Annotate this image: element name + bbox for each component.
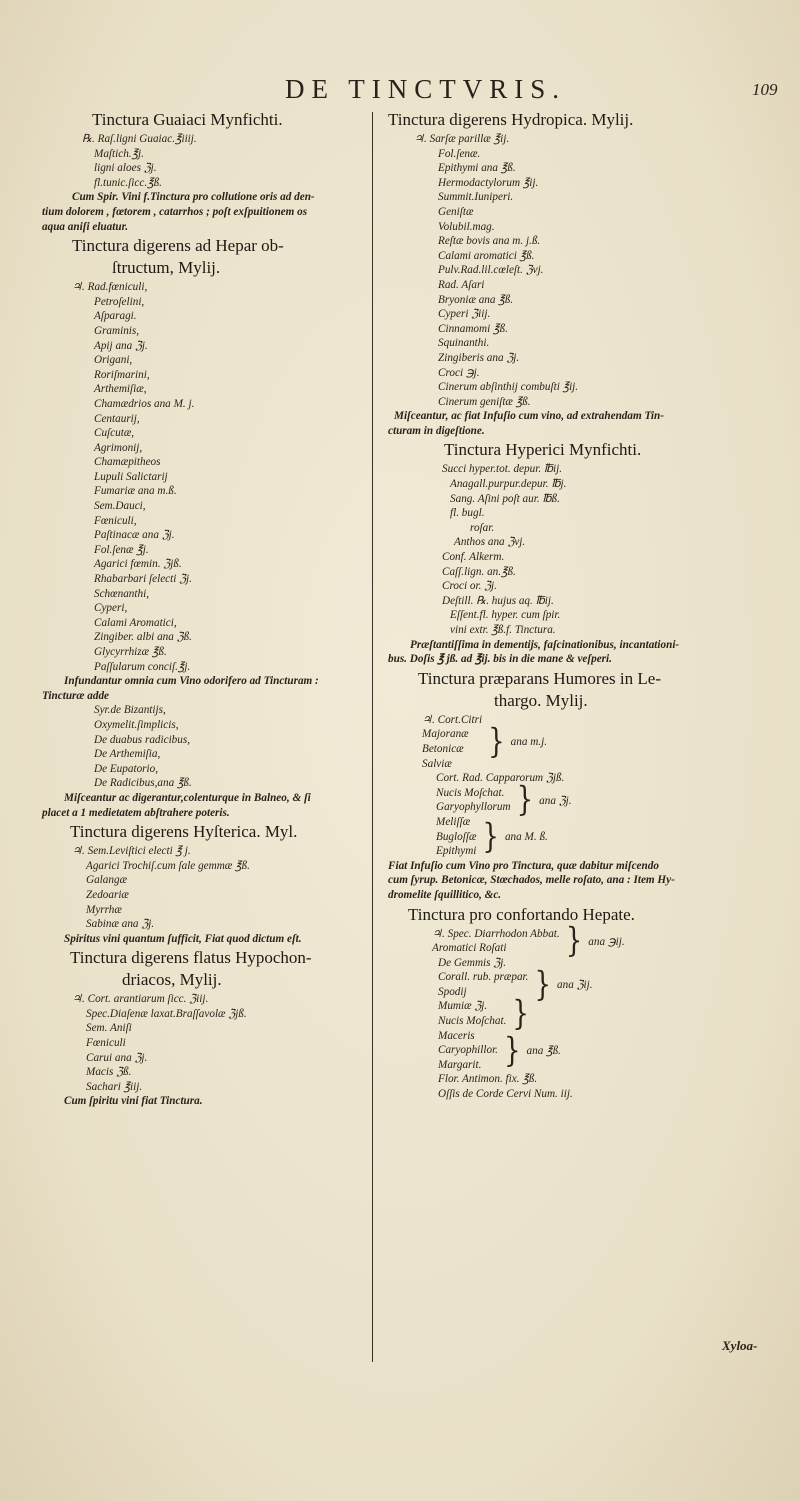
ingredient-line: De Gemmis ℨj. [438, 956, 507, 969]
ingredient-line: ♃. Spec. Diarrhodon Abbat. [432, 927, 560, 940]
ingredient-line: Caryophillor. [438, 1044, 498, 1057]
ingredient-line: Graminis, [94, 324, 140, 337]
instruction-text: placet a 1 medietatem abſtrahere poteris. [42, 806, 230, 819]
instruction-text: Cum Spir. Vini f.Tinctura pro collutione oris ad den- [72, 191, 315, 204]
ingredient-line: Spodij [438, 985, 467, 998]
instruction-text: Præſtantiſſima in dementijs, faſcinationibus, incantationi- [410, 638, 680, 651]
ingredient-line: Sem.Dauci, [94, 500, 146, 513]
ingredient-line: Flor. Antimon. fix. ℥ß. [438, 1073, 538, 1086]
brace-mark: } [482, 817, 499, 857]
ingredient-group-items [422, 713, 482, 771]
ingredient-line: Pulv.Rad.lil.cœleſt. ℨvj. [438, 264, 544, 277]
ingredient-line: Oxymelit.ſimplicis, [94, 718, 179, 731]
ingredient-line: fl.tunic.ſicc.℥ß. [94, 176, 162, 189]
ingredient-group [388, 994, 756, 1034]
ingredient-line: Cyperi, [94, 602, 128, 615]
ingredient-line: Roriſmarini, [94, 368, 150, 381]
ingredient-line: Cinnamomi ℥ß. [438, 322, 508, 335]
ingredient-line: Majoranæ [422, 728, 469, 741]
ingredient-line: ♃. Cort. arantiarum ſicc. ℨiij. [72, 993, 209, 1006]
instruction-text: Spiritus vini quantum ſufficit, Fiat quod dictum eſt. [64, 932, 302, 945]
ingredient-line: Zingiber. albi ana ℨß. [94, 631, 192, 644]
ingredient-line: Agarici fœmin. ℨjß. [94, 558, 182, 571]
ingredient-line: Margarit. [438, 1058, 482, 1071]
ingredient-group [388, 815, 756, 859]
catchword: Xyloa- [722, 1338, 758, 1353]
ingredient-line: De Eupatorio, [94, 762, 159, 775]
ingredient-line: Croci or. ℨj. [442, 580, 497, 593]
ingredient-line: Epithymi ana ℥ß. [438, 162, 516, 175]
ingredient-line: Maceris [438, 1029, 475, 1042]
instruction-text: Miſceantur ac digerantur,colenturque in Balneo, & ſi [64, 791, 311, 804]
brace-mark: } [503, 1031, 521, 1071]
ingredient-group-items [432, 927, 560, 956]
ingredient-line: Fœniculi [86, 1037, 126, 1050]
instruction-text: tium dolorem , fœtorem , catarrhos ; poſt exſpuitionem os [42, 205, 308, 218]
ingredient-line: Fœniculi, [94, 514, 137, 527]
ingredient-line: Salviæ [422, 757, 452, 770]
ingredient-line: Epithymi [436, 845, 477, 858]
ingredient-line: Schœnanthi, [94, 587, 150, 600]
ingredient-line: Lupuli Salictarij [94, 470, 168, 483]
instruction-text: Infundantur omnia cum Vino odorifero ad Tincturam : [64, 675, 319, 688]
ingredient-line: Centaurij, [94, 412, 140, 425]
running-head: DE TINCTVRIS. [285, 74, 567, 104]
ingredient-line: Cinerum geniſtæ ℥ß. [438, 395, 531, 408]
ingredient-line: ♃. Rad.fœniculi, [72, 281, 148, 294]
ingredient-line: Agrimonij, [94, 441, 143, 454]
recipe-title: Tinctura pro confortando Hepate. [408, 904, 635, 924]
page-header [0, 74, 800, 108]
ingredient-group-items [438, 1029, 498, 1073]
ingredient-group [388, 1029, 756, 1073]
ingredient-line: Bugloſſæ [436, 830, 477, 843]
ingredient-line: Agarici Trochiſ.cum ſale gemmæ ℥ß. [86, 859, 250, 872]
ingredient-line: De Arthemiſia, [94, 748, 161, 761]
ingredient-line: Chamæpitheos [94, 456, 161, 469]
ingredient-line: Nucis Moſchat. [436, 786, 505, 799]
ingredient-line: Fol.ſenæ. [438, 147, 481, 160]
ingredient-group-items [438, 999, 506, 1028]
ingredient-line: Garyophyllorum [436, 801, 511, 814]
ingredient-line: ♃. Cort.Citri [422, 713, 483, 726]
ingredient-group [388, 965, 756, 1005]
ingredient-line: Origani, [94, 354, 133, 367]
ingredient-line: Reſtæ bovis ana m. j.ß. [438, 235, 541, 248]
ingredient-line: ♃. Sem.Leviſtici electi ℥ j. [72, 845, 191, 858]
ingredient-line: Anthos ana ℨvj. [454, 536, 526, 549]
ingredient-line: Rad. Aſari [438, 278, 485, 291]
ingredient-line: Rhabarbari ſelecti ℨj. [94, 573, 192, 586]
ingredient-dose: ana ℨij. [557, 979, 593, 992]
ingredient-dose: ana m.j. [510, 735, 547, 748]
ingredient-line: vini extr. ℥ß.f. Tinctura. [450, 624, 556, 636]
ingredient-group [388, 780, 756, 820]
instruction-text: aqua aniſi eluatur. [42, 220, 129, 233]
recipe-title: Tinctura digerens flatus Hypochon- [70, 948, 312, 968]
recipe-title: Tinctura Hyperici Mynfichti. [444, 440, 642, 460]
ingredient-line: fl. bugl. [450, 507, 485, 520]
ingredient-line: Nucis Moſchat. [438, 1015, 507, 1028]
instruction-text: Tincturæ adde [42, 689, 110, 702]
ingredient-line: Conf. Alkerm. [442, 551, 505, 564]
ingredient-line: Corall. rub. præpar. [438, 971, 529, 984]
ingredient-line: Calami Aromatici, [94, 616, 177, 629]
ingredient-line: Succi hyper.tot. depur. ℔ij. [442, 463, 563, 476]
ingredient-line: Glycyrrhizæ ℥ß. [94, 646, 167, 658]
right-column [388, 108, 756, 1102]
instruction-text: Miſceantur, ac fiat Infuſio cum vino, ad extrahendam Tin- [394, 410, 664, 423]
ingredient-line: Summit.Iuniperi. [438, 191, 514, 204]
ingredient-group-items [436, 815, 476, 859]
page-number: 109 [752, 80, 778, 99]
ingredient-line: Croci ℈j. [438, 366, 480, 379]
ingredient-line: Eſſent.fl. hyper. cum ſpir. [450, 609, 561, 622]
ingredient-line: Aſparagi. [94, 310, 137, 323]
ingredient-dose: ana ℥ß. [526, 1045, 561, 1058]
brace-mark: } [534, 965, 552, 1005]
ingredient-line: Geniſtæ [438, 205, 474, 218]
instruction-text: bus. Doſis ℥ jß. ad ℥ij. bis in die mane & veſperi. [388, 653, 612, 666]
ingredient-line: Fumariæ ana m.ß. [94, 485, 177, 498]
ingredient-line: Cort. Rad. Capparorum ℨjß. [436, 772, 565, 785]
ingredient-line: Maſtich.℥j. [94, 147, 144, 160]
ingredient-line: Cuſcutæ, [94, 427, 135, 440]
ingredient-line: De duabus radicibus, [94, 733, 191, 746]
ingredient-group-items [436, 786, 511, 815]
recipe-title: thargo. Mylij. [494, 690, 588, 710]
ingredient-group [388, 921, 756, 961]
ingredient-line: Carui ana ℨj. [86, 1051, 148, 1064]
instruction-text: Cum ſpiritu vini fiat Tinctura. [64, 1095, 203, 1108]
ingredient-line: Squinanthi. [438, 337, 490, 350]
instruction-text: Fiat Infuſio cum Vino pro Tinctura, quæ dabitur miſcendo [388, 859, 659, 872]
ingredient-line: Bryoniæ ana ℥ß. [438, 293, 514, 306]
left-column [42, 108, 392, 1109]
ingredient-line: Caſſ.lign. an.℥ß. [442, 565, 516, 578]
recipe-title: Tinctura præparans Humores in Le- [418, 668, 661, 688]
ingredient-line: roſar. [470, 521, 495, 534]
ingredient-line: Zedoariæ [86, 888, 129, 901]
ingredient-group [388, 713, 756, 771]
recipe-title: Tinctura digerens ad Hepar ob- [72, 236, 284, 256]
ingredient-line: Sang. Aſini poſt aur. ℔ß. [450, 492, 560, 505]
ingredient-line: Petroſelini, [94, 295, 145, 308]
ingredient-line: ℞. Raſ.ligni Guaiac.℥iiij. [82, 133, 197, 145]
recipe-title: driacos, Mylij. [122, 970, 222, 990]
ingredient-line: Hermodactylorum ℥ij. [438, 176, 539, 189]
ingredient-line: Anagall.purpur.depur. ℔j. [450, 478, 567, 491]
brace-mark: } [512, 994, 529, 1034]
ingredient-line: ligni aloes ℨj. [94, 162, 157, 175]
ingredient-dose: ana M. ß. [504, 830, 548, 843]
instruction-text: dromelite ſquillitico, &c. [388, 888, 502, 901]
recipe-title: Tinctura Guaiaci Mynfichti. [92, 110, 283, 129]
ingredient-line: Mumiæ ℨj. [438, 1000, 488, 1013]
ingredient-line: Macis ℨß. [86, 1066, 132, 1079]
ingredient-line: Paſtinacæ ana ℨj. [94, 529, 175, 542]
recipe-title: Tinctura digerens Hyſterica. Myl. [70, 822, 298, 842]
ingredient-line: Galangæ [86, 874, 128, 887]
ingredient-line: Sem. Aniſi [86, 1022, 132, 1035]
instruction-text: cum ſyrup. Betonicæ, Stœchados, melle roſato, ana : Item Hy- [388, 874, 675, 887]
ingredient-line: Calami aromatici ℥ß. [438, 249, 535, 262]
ingredient-line: Sachari ℥iij. [86, 1080, 143, 1093]
ingredient-line: Aromatici Roſati [432, 942, 507, 955]
brace-mark: } [565, 921, 583, 961]
instruction-text: cturam in digeſtione. [388, 424, 485, 437]
ingredient-line: Syr.de Bizantijs, [94, 704, 166, 717]
brace-mark: } [516, 780, 534, 820]
ingredient-line: Paſſularum conciſ.℥j. [94, 660, 191, 673]
ingredient-line: Sabinæ ana ℨj. [86, 918, 155, 931]
ingredient-line: Volubil.mag. [438, 220, 495, 233]
ingredient-line: Chamædrios ana M. j. [94, 397, 195, 410]
ingredient-line: Spec.Diaſenæ laxat.Braſſavolæ ℨjß. [86, 1007, 247, 1020]
ingredient-line: Meliſſæ [436, 815, 471, 828]
ingredient-line: Betonicæ [422, 742, 464, 755]
ingredient-line: ♃. Sarſæ parillæ ℥ij. [414, 133, 510, 145]
ingredient-line: Fol.ſenæ ℥j. [94, 543, 149, 556]
recipe-title: Tinctura digerens Hydropica. Mylij. [388, 110, 634, 129]
ingredient-line: Deſtill. ℞. hujus aq. ℔ij. [442, 594, 554, 607]
brace-mark: } [488, 722, 505, 762]
ingredient-dose: ana ℈ij. [588, 935, 625, 948]
ingredient-line: Cinerum abſinthij combuſti ℥ij. [438, 381, 579, 394]
ingredient-line: Myrrhæ [86, 903, 122, 916]
ingredient-dose: ana ℨj. [539, 794, 572, 807]
ingredient-line: Oſſis de Corde Cervi Num. iij. [438, 1088, 573, 1101]
ingredient-line: De Radicibus,ana ℥ß. [94, 777, 192, 790]
ingredient-line: Apij ana ℨj. [94, 339, 148, 352]
ingredient-line: Zingiberis ana ℨj. [438, 351, 520, 364]
recipe-title: ſtructum, Mylij. [112, 258, 221, 278]
ingredient-line: Cyperi ℨiij. [438, 308, 491, 321]
ingredient-line: Arthemiſiæ, [94, 383, 147, 396]
